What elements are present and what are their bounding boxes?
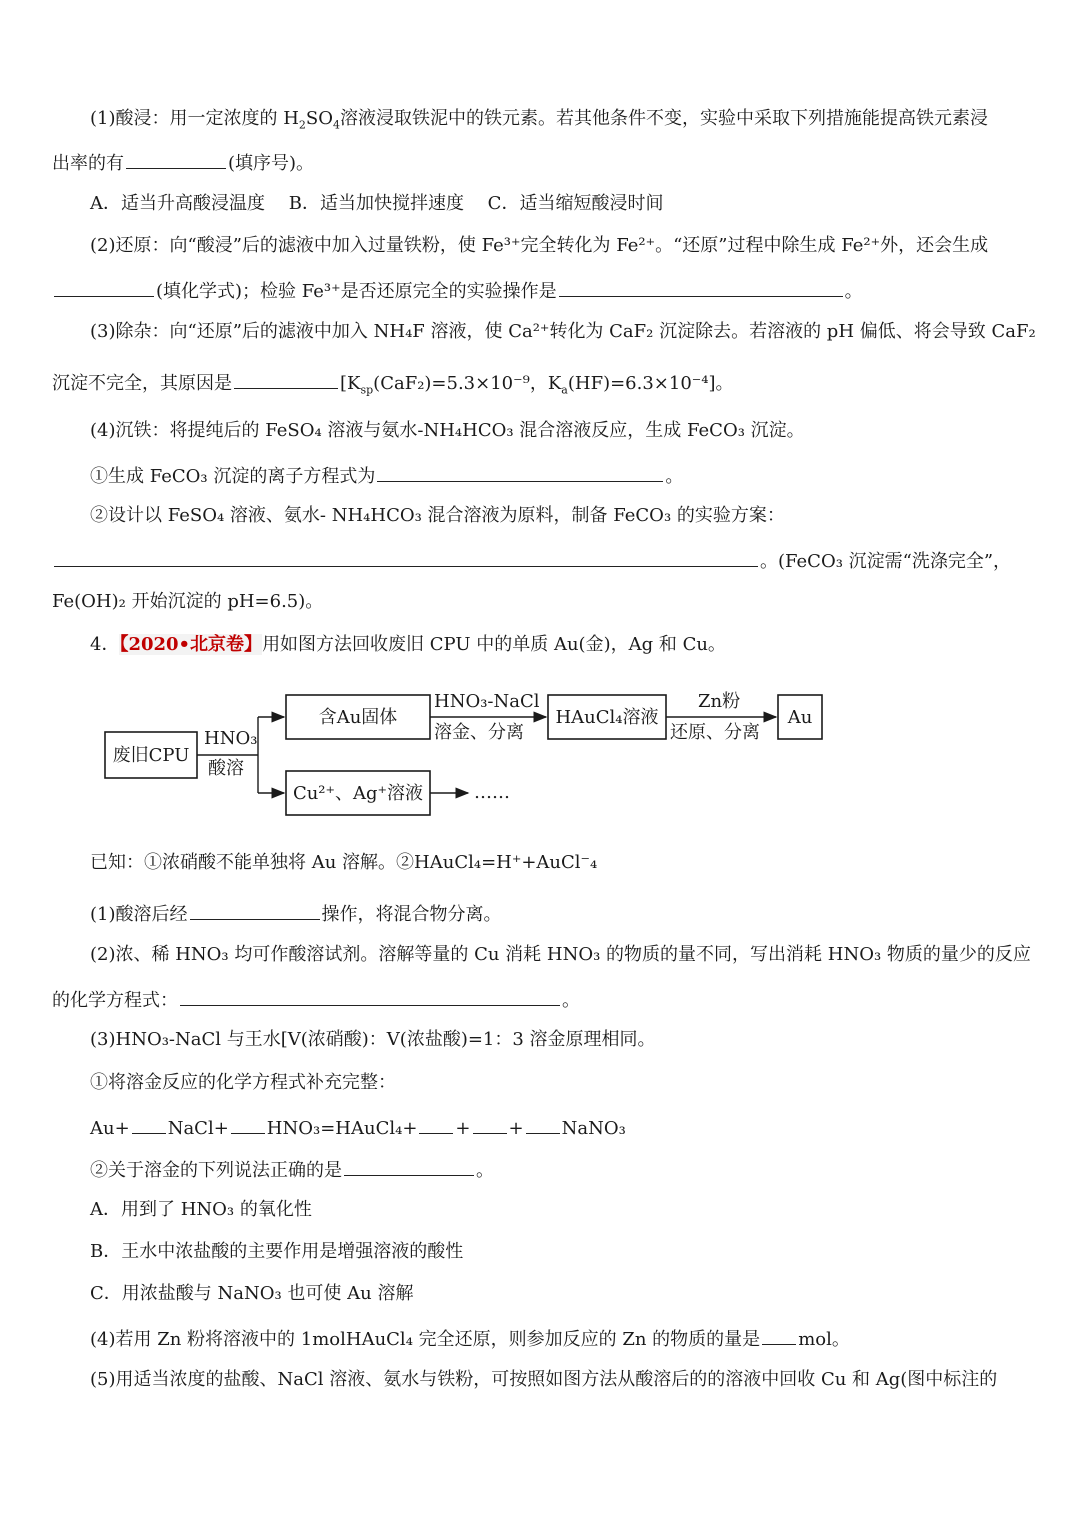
au-label: Au <box>787 707 813 728</box>
solid-label: 含Au固体 <box>318 707 398 728</box>
option-c: C．用浓盐酸与 NaNO₃ 也可使 Au 溶解 <box>90 1283 414 1304</box>
option-a: A．用到了 HNO₃ 的氧化性 <box>90 1199 312 1220</box>
reagent2-bottom: 还原、分离 <box>670 722 760 743</box>
p4-q3-line1: (3)HNO₃-NaCl 与王水[V(浓硝酸)：V(浓盐酸)=1：3 溶金原理相同。 <box>90 1029 656 1050</box>
text: NaNO₃ <box>561 1118 626 1139</box>
text: (CaF₂)=5.3×10⁻⁹，K <box>373 373 562 394</box>
text: 。 <box>665 466 684 487</box>
q4-sub2-line3: Fe(OH)₂ 开始沉淀的 pH=6.5)。 <box>52 591 324 612</box>
p4-q1 <box>90 899 502 928</box>
q3-line2 <box>52 368 734 397</box>
answer-blank[interactable] <box>377 461 663 482</box>
subscript: 2 <box>298 118 306 132</box>
known-line: 已知：①浓硝酸不能单独将 Au 溶解。②HAuCl₄=H⁺+AuCl⁻₄ <box>90 852 598 873</box>
p4-q2-line2 <box>52 985 580 1014</box>
solution-box <box>286 771 430 815</box>
problem-number: 4． <box>90 634 120 655</box>
acid-label-top: HNO₃ <box>204 728 258 749</box>
q1-title: (1)酸浸：用一定浓度的 H <box>90 108 299 129</box>
text: [K <box>340 373 361 394</box>
text: 的化学方程式： <box>52 990 178 1011</box>
q1-options: A．适当升高酸浸温度 B．适当加快搅拌速度 C．适当缩短酸浸时间 <box>90 193 664 214</box>
text: (4)若用 Zn 粉将溶液中的 1molHAuCl₄ 完全还原，则参加反应的 Zn 的物质的量是 <box>90 1329 761 1350</box>
source-tag: 【2020•北京卷】 <box>119 634 263 655</box>
text: (填化学式)；检验 Fe³⁺是否还原完全的实验操作是 <box>156 281 557 302</box>
q2-line1: (2)还原：向“酸浸”后的滤液中加入过量铁粉，使 Fe³⁺完全转化为 Fe²⁺。“还原”过程中除生成 Fe²⁺外，还会生成 <box>90 235 989 256</box>
text: 沉淀不完全，其原因是 <box>52 373 232 394</box>
text: 操作，将混合物分离。 <box>321 904 502 925</box>
au-box <box>778 695 822 739</box>
q2-line2 <box>52 276 863 305</box>
subscript: sp <box>360 383 374 397</box>
start-label: 废旧CPU <box>112 745 190 766</box>
text: (HF)=6.3×10⁻⁴]。 <box>567 373 734 394</box>
ellipsis: …… <box>474 782 510 803</box>
text: HNO₃=HAuCl₄+ <box>266 1118 418 1139</box>
text: 溶液浸取铁泥中的铁元素。若其他条件不变，实验中采取下列措施能提高铁元素浸 <box>340 108 989 129</box>
text: 。 <box>844 281 863 302</box>
answer-blank[interactable] <box>180 985 560 1006</box>
text: 。 <box>562 990 580 1011</box>
p4-q3-sub2 <box>90 1155 494 1184</box>
problem4-stem <box>90 632 726 658</box>
product-blank[interactable] <box>419 1113 453 1134</box>
q3-line1: (3)除杂：向“还原”后的滤液中加入 NH₄F 溶液，使 Ca²⁺转化为 CaF₂ 沉淀除去。若溶液的 pH 偏低、将会导致 CaF₂ <box>90 321 1036 342</box>
text: Au+ <box>90 1118 130 1139</box>
text: + <box>508 1118 524 1139</box>
text: 出率的有 <box>52 153 124 174</box>
solid-box <box>286 695 430 739</box>
haucl4-label: HAuCl₄溶液 <box>555 707 659 728</box>
answer-blank[interactable] <box>190 899 320 920</box>
text: (填序号)。 <box>228 153 315 174</box>
q4-sub2: ②设计以 FeSO₄ 溶液、氨水- NH₄HCO₃ 混合溶液为原料，制备 FeCO₃ 的实验方案： <box>90 505 785 526</box>
answer-blank[interactable] <box>344 1155 474 1176</box>
answer-blank[interactable] <box>54 546 758 567</box>
option-b: B．王水中浓盐酸的主要作用是增强溶液的酸性 <box>90 1241 464 1262</box>
q1-line2 <box>52 148 314 177</box>
product-blank[interactable] <box>473 1113 507 1134</box>
start-box <box>105 732 197 778</box>
acid-label-bottom: 酸溶 <box>208 758 244 779</box>
text: 。 <box>476 1160 494 1181</box>
answer-blank[interactable] <box>234 368 338 389</box>
text: 用如图方法回收废旧 CPU 中的单质 Au(金)，Ag 和 Cu。 <box>262 634 726 655</box>
text: 。(FeCO₃ 沉淀需“洗涤完全”， <box>760 551 1012 572</box>
solution-label: Cu²⁺、Ag⁺溶液 <box>292 783 424 804</box>
haucl4-box <box>548 695 666 739</box>
coefficient-blank[interactable] <box>231 1113 265 1134</box>
q1-line1 <box>90 106 988 132</box>
text: + <box>455 1118 471 1139</box>
p4-q4 <box>90 1324 850 1353</box>
answer-blank[interactable] <box>54 276 154 297</box>
q4-line1: (4)沉铁：将提纯后的 FeSO₄ 溶液与氨水-NH₄HCO₃ 混合溶液反应，生成 FeCO₃ 沉淀。 <box>90 420 805 441</box>
p4-q5: (5)用适当浓度的盐酸、NaCl 溶液、氨水与铁粉，可按照如图方法从酸溶后的的溶液中回收 Cu 和 Ag(图中标注的 <box>90 1369 998 1390</box>
q4-sub2-line2 <box>52 546 1011 575</box>
reagent1-bottom: 溶金、分离 <box>434 722 524 743</box>
p4-q3-sub1: ①将溶金反应的化学方程式补充完整： <box>90 1072 396 1093</box>
text: SO <box>305 108 334 129</box>
coefficient-blank[interactable] <box>526 1113 560 1134</box>
equation-line <box>90 1113 626 1142</box>
answer-blank[interactable] <box>559 276 843 297</box>
answer-blank[interactable] <box>762 1324 796 1345</box>
subscript: 4 <box>333 118 341 132</box>
subscript: a <box>561 383 568 397</box>
answer-blank[interactable] <box>126 148 226 169</box>
p4-q2-line1: (2)浓、稀 HNO₃ 均可作酸溶试剂。溶解等量的 Cu 消耗 HNO₃ 的物质的量不同，写出消耗 HNO₃ 物质的量少的反应 <box>90 944 1031 965</box>
text: (1)酸溶后经 <box>90 904 188 925</box>
coefficient-blank[interactable] <box>132 1113 166 1134</box>
flow-diagram <box>100 680 840 820</box>
text: mol。 <box>798 1329 850 1350</box>
text: ①生成 FeCO₃ 沉淀的离子方程式为 <box>90 466 376 487</box>
text: ②关于溶金的下列说法正确的是 <box>90 1160 342 1181</box>
reagent1-top: HNO₃-NaCl <box>434 691 540 712</box>
reagent2-top: Zn粉 <box>698 691 741 712</box>
text: NaCl+ <box>167 1118 229 1139</box>
q4-sub1 <box>90 461 683 490</box>
